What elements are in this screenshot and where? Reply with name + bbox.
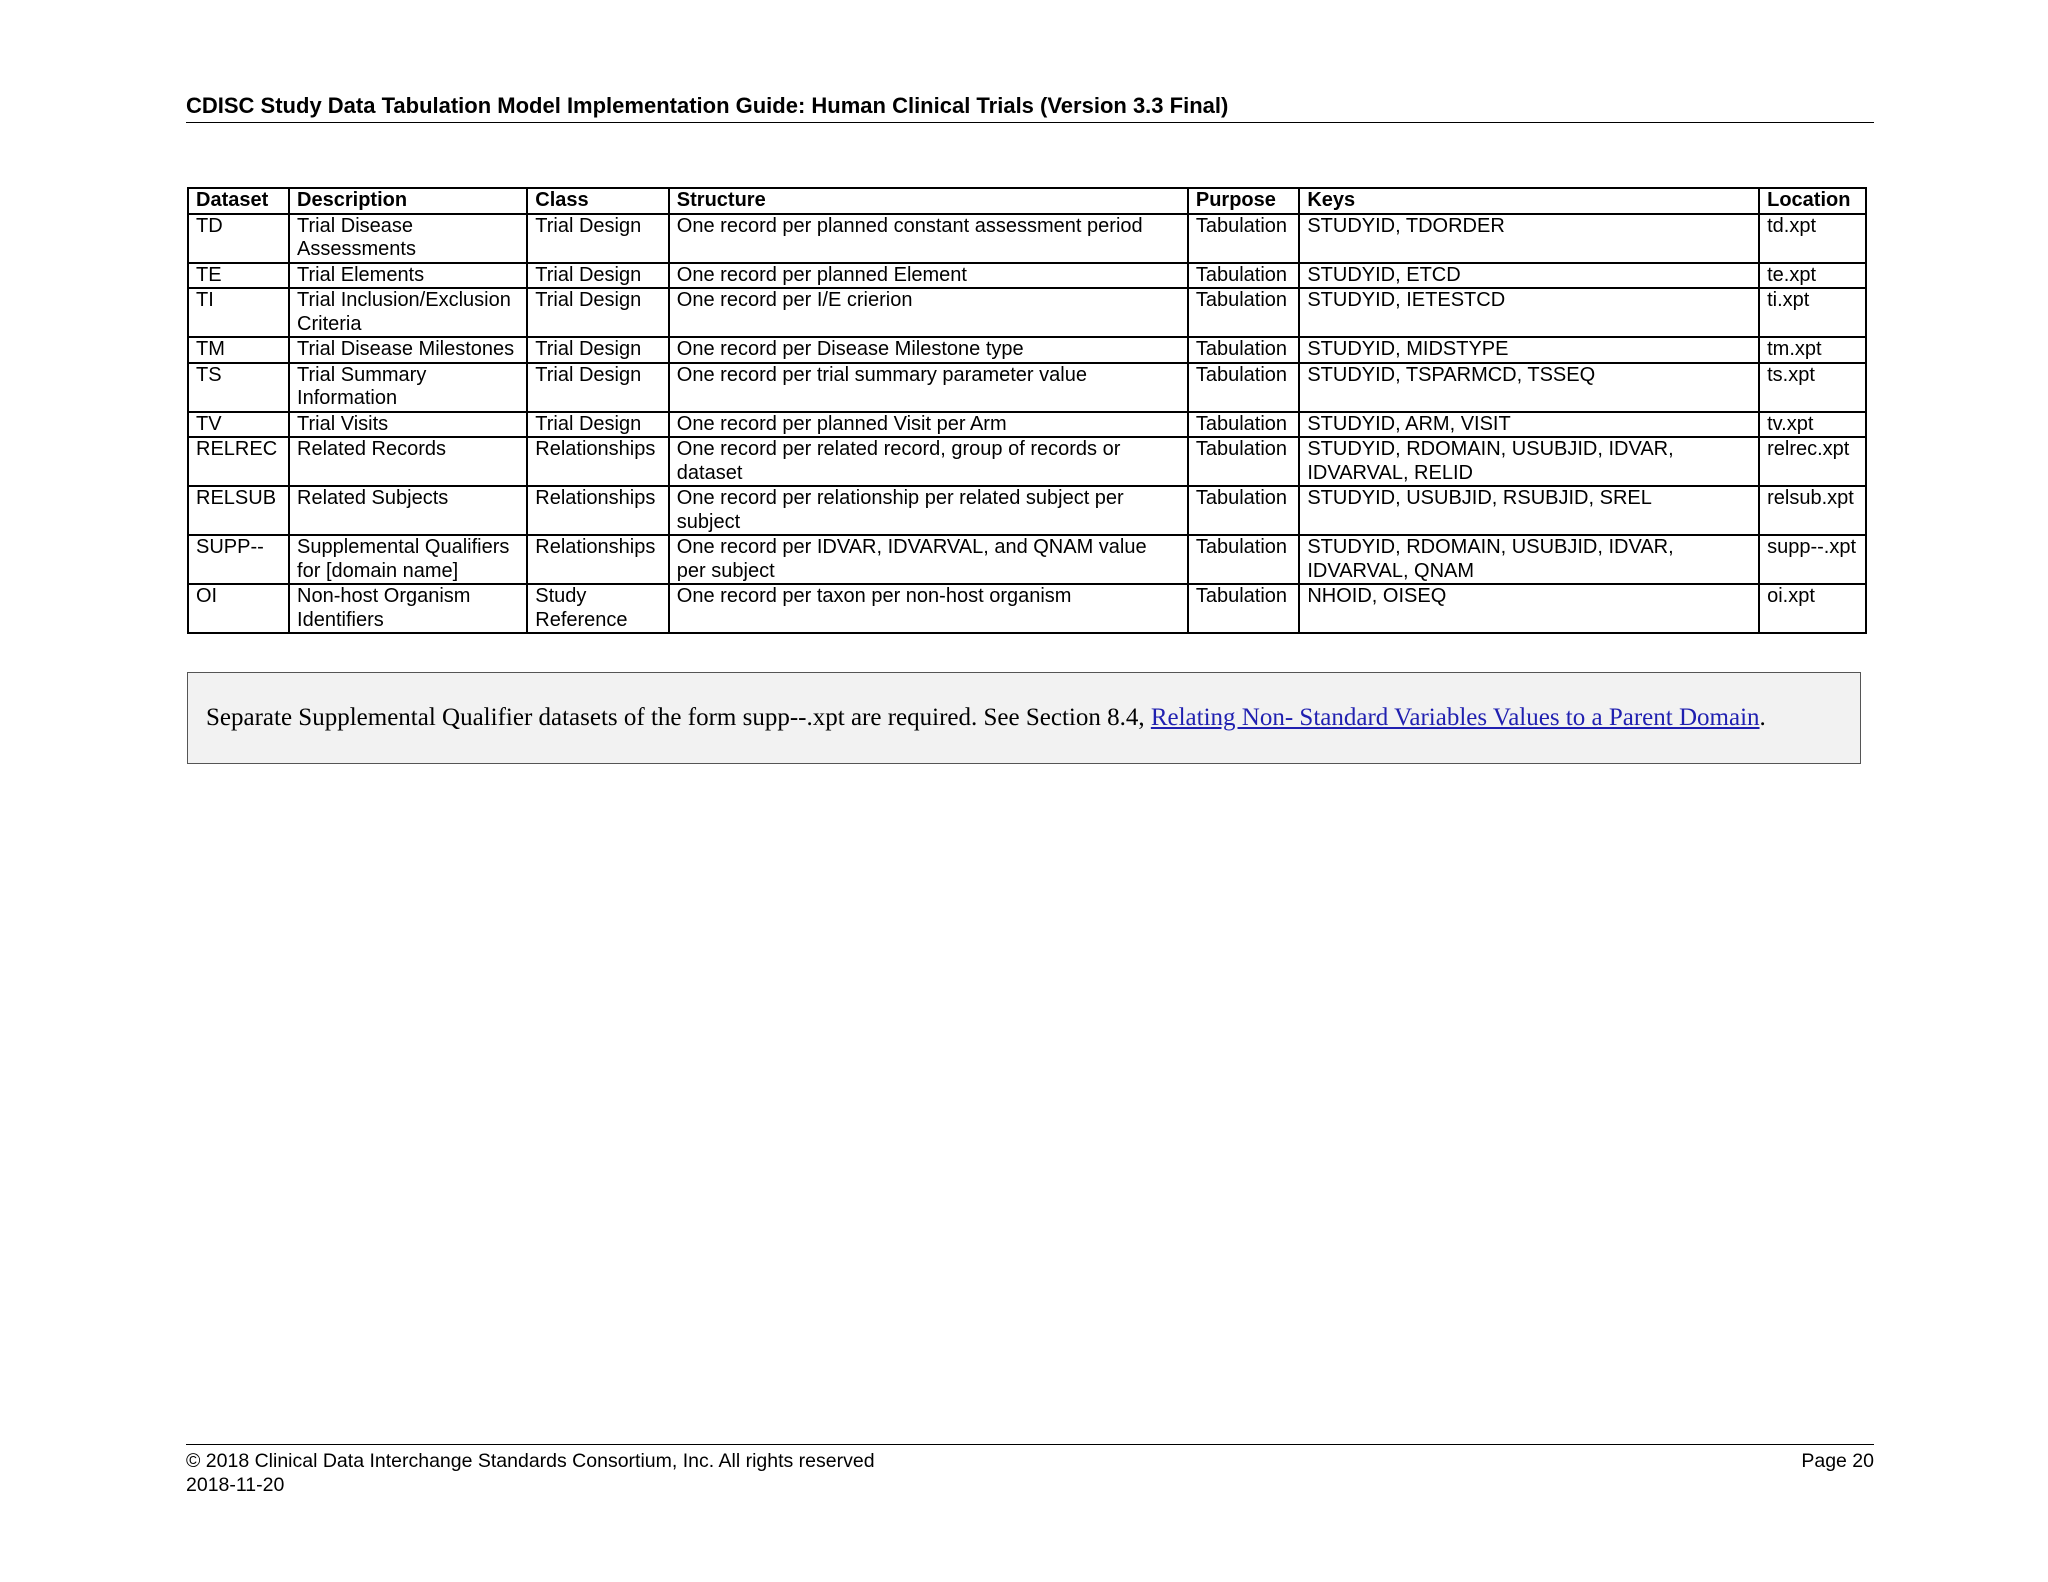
cell-description: Trial Disease Milestones (289, 337, 527, 363)
cell-purpose: Tabulation (1188, 288, 1299, 337)
cell-dataset: OI (188, 584, 289, 633)
table-row (188, 363, 1866, 412)
cell-keys: STUDYID, RDOMAIN, USUBJID, IDVAR, IDVARVAL, QNAM (1299, 535, 1759, 584)
table-row (188, 437, 1866, 486)
cell-keys: STUDYID, ARM, VISIT (1299, 412, 1759, 438)
cell-location: tm.xpt (1759, 337, 1866, 363)
cell-class: Trial Design (527, 412, 669, 438)
cell-location: ti.xpt (1759, 288, 1866, 337)
cell-dataset: TI (188, 288, 289, 337)
cell-location: relsub.xpt (1759, 486, 1866, 535)
cell-description: Trial Visits (289, 412, 527, 438)
cell-class: Relationships (527, 535, 669, 584)
section-link[interactable]: Relating Non- Standard Variables Values to a Parent Domain (1150, 704, 1760, 731)
cell-dataset: TD (188, 214, 289, 263)
page-header-title: CDISC Study Data Tabulation Model Implementation Guide: Human Clinical Trials (Version 3.3 Final) (186, 92, 1874, 123)
cell-dataset: RELSUB (188, 486, 289, 535)
datasets-table (187, 187, 1867, 634)
cell-keys: STUDYID, TDORDER (1299, 214, 1759, 263)
cell-structure: One record per relationship per related subject per subject (669, 486, 1188, 535)
cell-location: te.xpt (1759, 263, 1866, 289)
cell-structure: One record per trial summary parameter value (669, 363, 1188, 412)
table-row (188, 214, 1866, 263)
cell-structure: One record per planned constant assessment period (669, 214, 1188, 263)
table-row (188, 263, 1866, 289)
cell-purpose: Tabulation (1188, 412, 1299, 438)
cell-class: Study Reference (527, 584, 669, 633)
cell-dataset: TM (188, 337, 289, 363)
cell-keys: STUDYID, ETCD (1299, 263, 1759, 289)
cell-structure: One record per planned Visit per Arm (669, 412, 1188, 438)
cell-location: td.xpt (1759, 214, 1866, 263)
cell-structure: One record per planned Element (669, 263, 1188, 289)
column-header-structure: Structure (669, 188, 1188, 214)
column-header-class: Class (527, 188, 669, 214)
table-row (188, 412, 1866, 438)
cell-location: relrec.xpt (1759, 437, 1866, 486)
table-row (188, 337, 1866, 363)
table-row (188, 486, 1866, 535)
cell-structure: One record per IDVAR, IDVARVAL, and QNAM value per subject (669, 535, 1188, 584)
cell-description: Non-host Organism Identifiers (289, 584, 527, 633)
cell-purpose: Tabulation (1188, 437, 1299, 486)
cell-description: Related Records (289, 437, 527, 486)
column-header-dataset: Dataset (188, 188, 289, 214)
cell-dataset: RELREC (188, 437, 289, 486)
cell-description: Trial Summary Information (289, 363, 527, 412)
cell-location: supp--.xpt (1759, 535, 1866, 584)
table-row (188, 584, 1866, 633)
cell-class: Trial Design (527, 288, 669, 337)
column-header-description: Description (289, 188, 527, 214)
note-text: Separate Supplemental Qualifier datasets of the form supp--.xpt are required. See Section 8.4, (206, 704, 1151, 731)
cell-keys: STUDYID, TSPARMCD, TSSEQ (1299, 363, 1759, 412)
table-header-row (188, 188, 1866, 214)
cell-dataset: TS (188, 363, 289, 412)
cell-structure: One record per taxon per non-host organism (669, 584, 1188, 633)
column-header-keys: Keys (1299, 188, 1759, 214)
note-box (187, 672, 1861, 764)
cell-keys: NHOID, OISEQ (1299, 584, 1759, 633)
cell-location: ts.xpt (1759, 363, 1866, 412)
table-row (188, 535, 1866, 584)
cell-class: Trial Design (527, 263, 669, 289)
footer-copyright: © 2018 Clinical Data Interchange Standards Consortium, Inc. All rights reserved (186, 1450, 875, 1472)
cell-class: Relationships (527, 437, 669, 486)
cell-purpose: Tabulation (1188, 363, 1299, 412)
cell-keys: STUDYID, MIDSTYPE (1299, 337, 1759, 363)
cell-purpose: Tabulation (1188, 584, 1299, 633)
cell-class: Trial Design (527, 337, 669, 363)
cell-structure: One record per I/E crierion (669, 288, 1188, 337)
cell-description: Trial Disease Assessments (289, 214, 527, 263)
cell-keys: STUDYID, USUBJID, RSUBJID, SREL (1299, 486, 1759, 535)
cell-keys: STUDYID, RDOMAIN, USUBJID, IDVAR, IDVARVAL, RELID (1299, 437, 1759, 486)
cell-class: Relationships (527, 486, 669, 535)
cell-purpose: Tabulation (1188, 263, 1299, 289)
page-footer (186, 1444, 1874, 1497)
column-header-location: Location (1759, 188, 1866, 214)
footer-date: 2018-11-20 (186, 1474, 285, 1496)
cell-purpose: Tabulation (1188, 535, 1299, 584)
note-end: . (1759, 704, 1766, 731)
note-paragraph (206, 704, 1766, 732)
cell-location: oi.xpt (1759, 584, 1866, 633)
cell-structure: One record per related record, group of records or dataset (669, 437, 1188, 486)
cell-purpose: Tabulation (1188, 214, 1299, 263)
cell-class: Trial Design (527, 363, 669, 412)
cell-dataset: TE (188, 263, 289, 289)
cell-class: Trial Design (527, 214, 669, 263)
cell-keys: STUDYID, IETESTCD (1299, 288, 1759, 337)
cell-purpose: Tabulation (1188, 486, 1299, 535)
column-header-purpose: Purpose (1188, 188, 1299, 214)
table-row (188, 288, 1866, 337)
cell-description: Trial Elements (289, 263, 527, 289)
cell-structure: One record per Disease Milestone type (669, 337, 1188, 363)
cell-description: Supplemental Qualifiers for [domain name] (289, 535, 527, 584)
footer-page-number: Page 20 (1801, 1450, 1874, 1472)
cell-dataset: SUPP-- (188, 535, 289, 584)
cell-location: tv.xpt (1759, 412, 1866, 438)
cell-description: Related Subjects (289, 486, 527, 535)
cell-description: Trial Inclusion/Exclusion Criteria (289, 288, 527, 337)
cell-purpose: Tabulation (1188, 337, 1299, 363)
cell-dataset: TV (188, 412, 289, 438)
